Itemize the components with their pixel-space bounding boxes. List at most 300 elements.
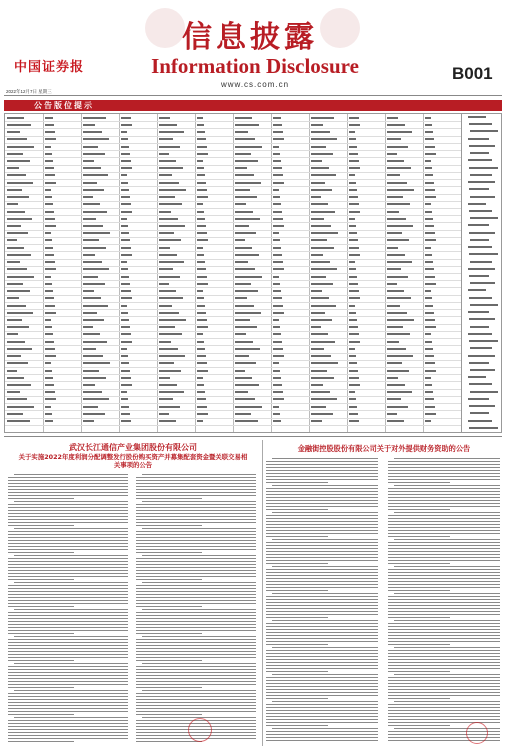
body-text-line — [394, 620, 500, 621]
body-text-line — [136, 486, 256, 487]
index-entry — [45, 290, 53, 292]
body-text-line — [136, 687, 202, 688]
body-text-line — [388, 689, 500, 690]
index-entry — [349, 160, 359, 162]
body-text-line — [388, 461, 500, 462]
index-row-divider — [5, 360, 461, 361]
index-row-divider — [5, 201, 461, 202]
body-text-line — [8, 531, 128, 532]
index-entry — [235, 276, 262, 278]
body-text-line — [388, 557, 500, 558]
index-entry — [7, 362, 28, 364]
index-entry — [83, 398, 109, 400]
body-text-line — [388, 500, 500, 501]
index-entry — [349, 297, 360, 299]
body-text-line — [388, 716, 500, 717]
body-text-line — [136, 705, 256, 706]
body-text-line — [266, 578, 378, 579]
body-text-line — [136, 537, 256, 538]
index-entry — [83, 124, 95, 126]
body-text-line — [388, 707, 500, 708]
index-entry — [45, 232, 51, 234]
body-text-line — [388, 626, 500, 627]
body-text-line — [266, 608, 378, 609]
index-entry — [349, 326, 358, 328]
index-entry — [7, 348, 32, 350]
body-text-line — [388, 704, 500, 705]
index-entry — [197, 182, 206, 184]
body-text-line — [8, 483, 128, 484]
body-text-line — [8, 711, 128, 712]
body-text-line — [388, 464, 500, 465]
body-text-line — [266, 563, 328, 564]
index-entry — [273, 384, 282, 386]
index-entry — [121, 174, 127, 176]
index-row-divider — [5, 186, 461, 187]
index-entry — [83, 247, 106, 249]
announcement-1 — [8, 440, 258, 746]
body-text-line — [266, 668, 378, 669]
index-row-divider — [5, 396, 461, 397]
index-entry — [425, 218, 433, 220]
index-entry — [311, 370, 327, 372]
body-text-line — [266, 494, 378, 495]
body-text-line — [266, 518, 378, 519]
index-entry — [159, 377, 170, 379]
index-entry — [469, 145, 495, 147]
body-text-line — [388, 695, 500, 696]
index-entry — [83, 326, 93, 328]
index-entry — [235, 362, 256, 364]
index-row-divider — [5, 287, 461, 288]
body-text-line — [266, 572, 378, 573]
index-entry — [83, 211, 107, 213]
body-text-line — [136, 534, 256, 535]
index-entry — [197, 196, 208, 198]
index-row-divider — [5, 309, 461, 310]
index-entry — [121, 182, 128, 184]
body-text-line — [266, 491, 378, 492]
body-text-line — [136, 639, 256, 640]
index-entry — [121, 333, 131, 335]
body-text-line — [8, 723, 128, 724]
body-text-line — [136, 549, 256, 550]
body-text-line — [388, 611, 500, 612]
index-entry — [235, 341, 253, 343]
body-text-line — [266, 638, 378, 639]
index-entry — [197, 355, 206, 357]
body-text-line — [8, 696, 128, 697]
body-text-line — [266, 467, 378, 468]
body-text-line — [266, 734, 378, 735]
index-entry — [45, 305, 55, 307]
body-text-line — [388, 545, 500, 546]
index-entry — [387, 232, 402, 234]
body-text-line — [388, 503, 500, 504]
body-text-line — [266, 653, 378, 654]
index-entry — [235, 261, 248, 263]
body-text-line — [388, 497, 500, 498]
index-entry — [7, 333, 18, 335]
index-entry — [7, 117, 24, 119]
body-text-line — [136, 657, 256, 658]
index-entry — [349, 377, 359, 379]
announcement-index-table — [4, 113, 462, 433]
index-entry — [83, 276, 98, 278]
index-entry — [45, 182, 56, 184]
body-text-line — [266, 656, 378, 657]
body-text-line — [136, 681, 256, 682]
body-text-line — [266, 725, 328, 726]
body-text-line — [266, 506, 378, 507]
index-entry — [159, 413, 169, 415]
index-entry — [159, 167, 183, 169]
index-entry — [425, 117, 431, 119]
body-text-line — [388, 650, 500, 651]
body-text-line — [388, 518, 500, 519]
index-banner — [4, 100, 502, 111]
body-text-line — [266, 677, 378, 678]
index-entry — [45, 297, 54, 299]
index-entry — [425, 167, 432, 169]
body-text-line — [266, 689, 378, 690]
index-row-divider — [5, 302, 461, 303]
index-entry — [7, 211, 25, 213]
index-entry — [311, 413, 333, 415]
index-entry — [387, 370, 409, 372]
body-text-line — [8, 549, 128, 550]
index-entry — [235, 189, 250, 191]
index-entry — [235, 239, 245, 241]
body-text-line — [136, 510, 256, 511]
index-entry — [197, 218, 205, 220]
body-text-line — [136, 714, 202, 715]
index-entry — [387, 384, 405, 386]
body-text-line — [8, 540, 128, 541]
index-entry — [387, 124, 405, 126]
index-entry — [121, 398, 128, 400]
index-entry — [273, 420, 281, 422]
index-entry — [349, 276, 357, 278]
body-text-line — [266, 635, 378, 636]
index-entry — [83, 254, 95, 256]
index-entry — [45, 247, 53, 249]
index-entry — [235, 420, 258, 422]
body-text-line — [8, 684, 128, 685]
body-text-line — [272, 620, 378, 621]
index-entry — [349, 420, 359, 422]
index-entry — [83, 297, 101, 299]
body-text-line — [136, 576, 256, 577]
index-entry — [425, 261, 433, 263]
index-entry — [311, 138, 337, 140]
body-text-line — [136, 621, 256, 622]
index-entry — [470, 412, 489, 414]
body-text-line — [8, 621, 128, 622]
index-entry — [311, 117, 334, 119]
body-text-line — [14, 663, 128, 664]
index-entry — [470, 217, 498, 219]
body-text-line — [8, 546, 128, 547]
body-text-line — [388, 527, 500, 528]
index-row-divider — [5, 179, 461, 180]
index-entry — [121, 341, 132, 343]
index-entry — [235, 290, 258, 292]
index-row-divider — [5, 331, 461, 332]
index-entry — [468, 355, 495, 357]
body-text-line — [388, 476, 500, 477]
body-text-line — [388, 719, 500, 720]
index-entry — [235, 268, 255, 270]
body-text-line — [388, 575, 500, 576]
announcement-index-side — [462, 113, 502, 433]
index-row-divider — [5, 230, 461, 231]
index-entry — [235, 203, 246, 205]
index-entry — [7, 290, 30, 292]
index-entry — [387, 182, 407, 184]
body-text-line — [136, 531, 256, 532]
body-text-line — [136, 525, 202, 526]
body-text-line — [8, 504, 128, 505]
index-entry — [468, 268, 495, 270]
index-entry — [311, 239, 327, 241]
index-entry — [273, 377, 281, 379]
index-entry — [425, 326, 436, 328]
body-text-line — [388, 521, 500, 522]
index-entry — [197, 333, 203, 335]
body-text-line — [388, 623, 500, 624]
index-entry — [470, 304, 498, 306]
body-text-line — [388, 488, 500, 489]
index-entry — [387, 203, 410, 205]
index-entry — [7, 131, 20, 133]
index-entry — [7, 189, 22, 191]
index-entry — [425, 406, 435, 408]
index-entry — [311, 377, 334, 379]
index-entry — [45, 196, 52, 198]
index-entry — [235, 384, 259, 386]
body-text-line — [142, 636, 256, 637]
body-text-line — [266, 623, 378, 624]
index-entry — [197, 326, 208, 328]
index-row-divider — [5, 324, 461, 325]
index-entry — [425, 348, 433, 350]
index-entry — [121, 384, 132, 386]
index-entry — [7, 254, 31, 256]
index-entry — [83, 384, 95, 386]
index-entry — [197, 406, 207, 408]
index-entry — [235, 225, 249, 227]
body-text-line — [388, 665, 500, 666]
index-entry — [349, 384, 360, 386]
index-entry — [7, 391, 20, 393]
body-text-line — [266, 488, 378, 489]
body-text-line — [266, 737, 378, 738]
index-entry — [425, 391, 433, 393]
index-entry — [235, 413, 251, 415]
index-entry — [83, 319, 104, 321]
index-entry — [349, 247, 359, 249]
index-entry — [469, 383, 492, 385]
index-entry — [273, 124, 282, 126]
index-entry — [273, 413, 280, 415]
body-text-line — [136, 543, 256, 544]
body-text-line — [136, 573, 256, 574]
body-text-line — [388, 563, 450, 564]
index-entry — [7, 413, 23, 415]
index-entry — [45, 312, 56, 314]
index-entry — [197, 146, 207, 148]
index-entry — [273, 131, 283, 133]
body-text-line — [388, 713, 500, 714]
body-text-line — [388, 578, 500, 579]
body-text-line — [266, 533, 378, 534]
index-entry — [425, 333, 431, 335]
index-entry — [349, 362, 357, 364]
body-text-line — [8, 552, 74, 553]
body-text-line — [8, 570, 128, 571]
body-text-line — [266, 710, 378, 711]
body-text-line — [388, 629, 500, 630]
index-entry — [45, 211, 54, 213]
index-entry — [469, 232, 495, 234]
body-text-line — [266, 731, 378, 732]
body-text-line — [394, 566, 500, 567]
body-text-line — [266, 698, 328, 699]
body-text-line — [8, 492, 128, 493]
index-entry — [197, 413, 208, 415]
index-entry — [83, 167, 101, 169]
body-text-line — [266, 515, 378, 516]
index-entry — [159, 420, 176, 422]
body-text-line — [388, 698, 450, 699]
index-entry — [425, 189, 435, 191]
index-row-divider — [5, 237, 461, 238]
index-entry — [121, 225, 128, 227]
body-text-line — [266, 722, 378, 723]
index-entry — [387, 239, 409, 241]
body-text-line — [266, 590, 328, 591]
index-entry — [45, 117, 53, 119]
body-text-line — [266, 632, 378, 633]
index-entry — [159, 254, 177, 256]
index-entry — [159, 131, 184, 133]
body-text-line — [388, 599, 500, 600]
index-entry — [311, 319, 332, 321]
index-entry — [387, 333, 410, 335]
index-entry — [425, 146, 435, 148]
index-row-divider — [5, 165, 461, 166]
body-text-line — [8, 489, 128, 490]
body-text-line — [136, 606, 202, 607]
body-text-line — [266, 599, 378, 600]
index-entry — [83, 203, 100, 205]
index-entry — [159, 319, 186, 321]
body-text-line — [388, 470, 500, 471]
body-text-line — [266, 461, 378, 462]
index-entry — [349, 225, 356, 227]
index-entry — [311, 153, 333, 155]
index-entry — [311, 391, 330, 393]
index-entry — [387, 218, 406, 220]
body-text-line — [136, 492, 256, 493]
index-entry — [387, 138, 401, 140]
body-text-line — [266, 548, 378, 549]
body-text-line — [266, 686, 378, 687]
body-text-line — [136, 678, 256, 679]
index-row-divider — [5, 273, 461, 274]
index-entry — [273, 174, 283, 176]
website-url: www.cs.com.cn — [220, 80, 290, 89]
body-text-line — [388, 554, 500, 555]
index-entry — [121, 420, 131, 422]
index-entry — [273, 355, 284, 357]
index-entry — [7, 124, 31, 126]
index-entry — [387, 196, 403, 198]
index-entry — [121, 211, 132, 213]
index-entry — [470, 282, 495, 284]
body-text-line — [266, 659, 378, 660]
body-text-line — [14, 717, 128, 718]
body-text-line — [8, 732, 128, 733]
index-entry — [311, 406, 326, 408]
body-text-line — [8, 705, 128, 706]
body-text-line — [266, 662, 378, 663]
body-text-line — [8, 525, 74, 526]
body-text-line — [272, 728, 378, 729]
index-entry — [45, 167, 54, 169]
index-entry — [121, 203, 131, 205]
body-text-line — [388, 530, 500, 531]
body-text-line — [136, 741, 202, 742]
body-text-line — [272, 458, 378, 459]
index-entry — [468, 138, 489, 140]
index-entry — [197, 232, 207, 234]
body-text-line — [136, 516, 256, 517]
index-entry — [235, 146, 262, 148]
body-text-line — [136, 561, 256, 562]
index-entry — [387, 211, 399, 213]
index-entry — [387, 297, 411, 299]
index-entry — [273, 326, 280, 328]
index-entry — [425, 254, 432, 256]
index-entry — [121, 391, 127, 393]
body-text-line — [266, 629, 378, 630]
body-text-line — [8, 573, 128, 574]
index-entry — [273, 276, 279, 278]
index-entry — [468, 203, 486, 205]
index-entry — [349, 153, 358, 155]
index-entry — [235, 182, 261, 184]
index-entry — [83, 138, 109, 140]
body-text-line — [388, 677, 500, 678]
index-entry — [7, 146, 34, 148]
index-entry — [45, 341, 54, 343]
index-entry — [273, 218, 283, 220]
index-entry — [159, 225, 185, 227]
index-entry — [311, 305, 336, 307]
index-entry — [470, 347, 492, 349]
index-entry — [83, 348, 96, 350]
index-entry — [121, 312, 128, 314]
body-text-line — [266, 665, 378, 666]
index-entry — [197, 420, 203, 422]
index-entry — [311, 218, 324, 220]
index-entry — [45, 276, 51, 278]
body-text-line — [8, 480, 128, 481]
body-text-line — [266, 680, 378, 681]
index-entry — [425, 276, 435, 278]
